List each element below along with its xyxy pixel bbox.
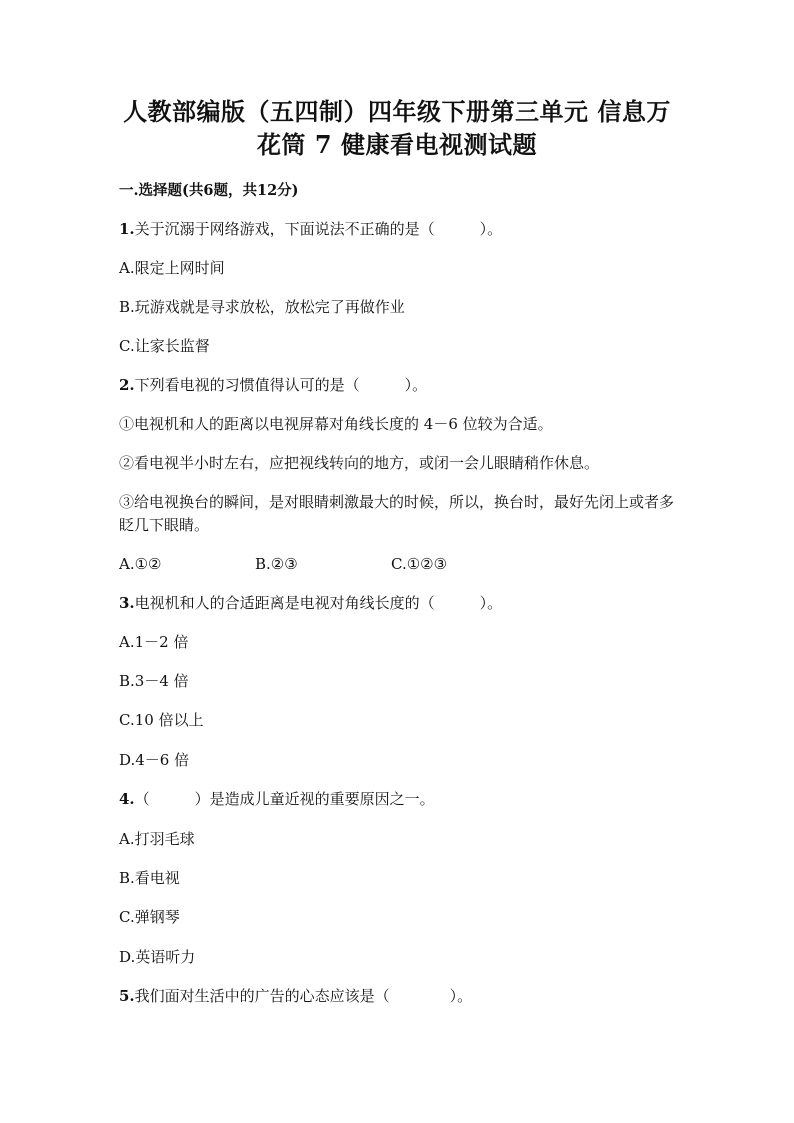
question-4-option-d: D.英语听力 — [119, 948, 196, 966]
question-text: 我们面对生活中的广告的心态应该是（ ）。 — [134, 987, 473, 1005]
question-3 — [119, 592, 502, 614]
question-3-option-a: A.1－2 倍 — [119, 633, 189, 651]
question-2-statement-2: ②看电视半小时左右，应把视线转向的地方，或闭一会儿眼睛稍作休息。 — [119, 454, 600, 472]
question-4-option-c: C.弹钢琴 — [119, 908, 180, 926]
question-text: 电视机和人的合适距离是电视对角线长度的（ ）。 — [134, 594, 503, 612]
question-2-statement-1: ①电视机和人的距离以电视屏幕对角线长度的 4－6 位较为合适。 — [119, 415, 553, 433]
question-4 — [119, 788, 435, 810]
document-title-line-2: 花筒 7 健康看电视测试题 — [257, 130, 537, 159]
section-heading: 一.选择题(共6题，共12分) — [119, 182, 299, 199]
question-1-option-c: C.让家长监督 — [119, 337, 210, 355]
question-1-option-a: A.限定上网时间 — [119, 259, 225, 277]
question-2-options-row — [119, 553, 519, 575]
question-2-option-c: C.①②③ — [391, 555, 448, 573]
question-number: 1. — [119, 220, 135, 238]
question-number: 4. — [119, 790, 135, 808]
question-text: 关于沉溺于网络游戏，下面说法不正确的是（ ）。 — [134, 220, 503, 238]
question-number: 5. — [119, 987, 135, 1005]
question-3-option-c: C.10 倍以上 — [119, 711, 204, 729]
question-1 — [119, 218, 502, 240]
question-5 — [119, 985, 472, 1007]
question-2 — [119, 374, 427, 396]
question-number: 2. — [119, 376, 135, 394]
question-3-option-b: B.3－4 倍 — [119, 672, 189, 690]
question-2-statement-3: ③给电视换台的瞬间，是对眼睛刺激最大的时候，所以，换台时，最好先闭上或者多眨几下眼睛。 — [119, 493, 675, 534]
question-2-option-b: B.②③ — [255, 555, 298, 573]
question-4-option-b: B.看电视 — [119, 869, 180, 887]
question-4-option-a: A.打羽毛球 — [119, 830, 195, 848]
question-text: 下列看电视的习惯值得认可的是（ ）。 — [134, 376, 428, 394]
question-3-option-d: D.4－6 倍 — [119, 751, 190, 769]
question-1-option-b: B.玩游戏就是寻求放松，放松完了再做作业 — [119, 298, 405, 316]
question-2-option-a: A.①② — [119, 555, 162, 573]
question-number: 3. — [119, 594, 135, 612]
document-title-line-1: 人教部编版（五四制）四年级下册第三单元 信息万 — [123, 97, 671, 126]
question-text: （ ）是造成儿童近视的重要原因之一。 — [134, 790, 435, 808]
